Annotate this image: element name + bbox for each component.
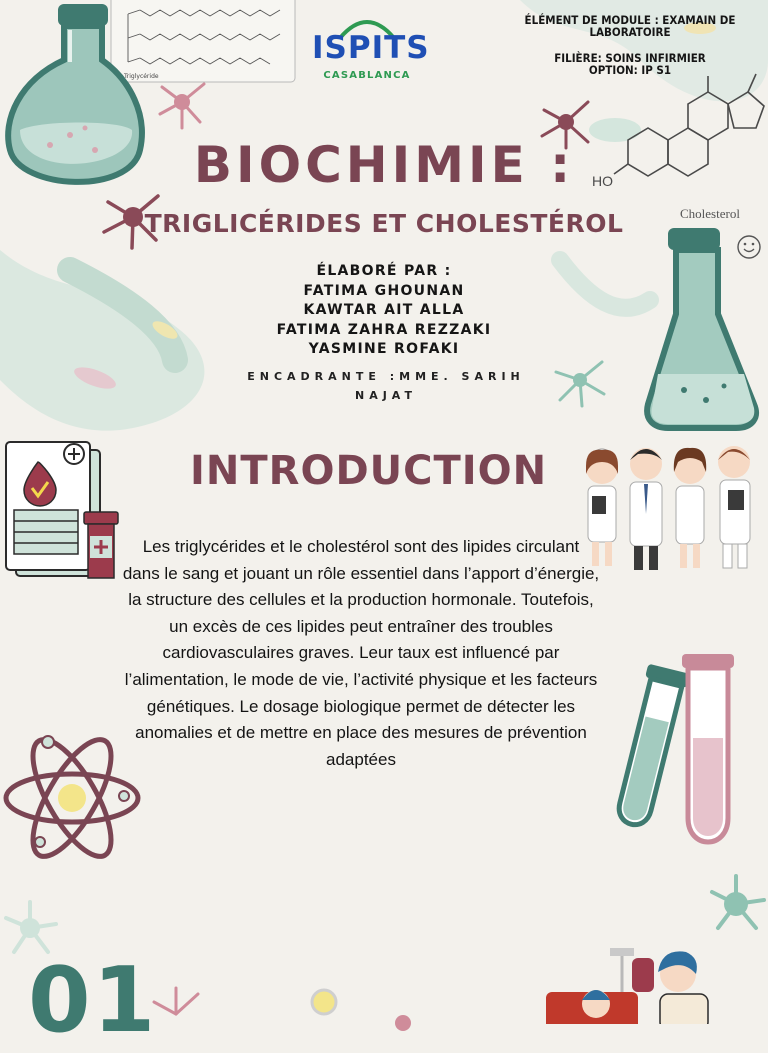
author-name: KAWTAR AIT ALLA	[303, 302, 465, 319]
erlenmeyer-flask-icon	[644, 224, 764, 434]
page-subtitle: TRIGLICÉRIDES ET CHOLESTÉROL	[144, 209, 624, 238]
supervisor-block	[236, 367, 536, 405]
test-tubes-icon	[608, 648, 738, 858]
neuron-icon	[152, 72, 212, 132]
medical-staff-illustration	[578, 432, 768, 582]
virus-icon	[704, 872, 768, 936]
triglyceride-label: Triglycéride	[124, 73, 159, 80]
cholesterol-label: Cholesterol	[680, 206, 740, 220]
decorative-bulb	[304, 986, 344, 1026]
module-line: LABORATOIRE	[589, 25, 671, 39]
module-line: ÉLÉMENT DE MODULE : EXAMAIN DE	[524, 13, 736, 27]
ho-label: HO	[592, 173, 613, 189]
author-name: FATIMA GHOUNAN	[303, 282, 465, 299]
introduction-paragraph: Les triglycérides et le cholestérol sont des lipides circulant dans le sang et jouant un rôle essentiel dans l’apport d’énergie, la structure des cellules et la production hormonale. Toutefois, un excès de ces lipides peut entraîner des troubles cardiovasculaires graves. Leur taux est influencé par l’alimentation, le mode de vie, l’activité physique et les facteurs génétiques. Le dosage biologique permet de détecter les anomalies et de mettre en place des mesures de prévention adaptées	[122, 537, 600, 769]
introduction-heading: INTRODUCTION	[190, 448, 548, 494]
authors-block	[234, 262, 534, 360]
authors-label: ÉLABORÉ PAR :	[316, 263, 452, 279]
option-text: OPTION: IP S1	[588, 63, 672, 77]
atom-icon	[0, 724, 150, 874]
medical-report-icon	[2, 440, 122, 590]
supervisor-line: ENCADRANTE :MME. SARIH	[247, 370, 525, 383]
logo-subtext: CASABLANCA	[323, 70, 411, 81]
school-logo	[312, 8, 430, 81]
author-name: YASMINE ROFAKI	[308, 341, 460, 358]
module-info	[500, 14, 760, 76]
neuron-icon	[550, 350, 610, 410]
patient-illustration	[538, 944, 768, 1024]
supervisor-line: NAJAT	[355, 389, 417, 402]
decorative-dot	[388, 1008, 418, 1038]
page-title: BIOCHIMIE :	[193, 136, 575, 194]
logo-text: ISPITS	[312, 30, 430, 66]
page-number: 01	[28, 948, 158, 1053]
author-name: FATIMA ZAHRA REZZAKI	[276, 321, 492, 338]
filiere-text: FILIÈRE: SOINS INFIRMIER	[554, 51, 706, 65]
